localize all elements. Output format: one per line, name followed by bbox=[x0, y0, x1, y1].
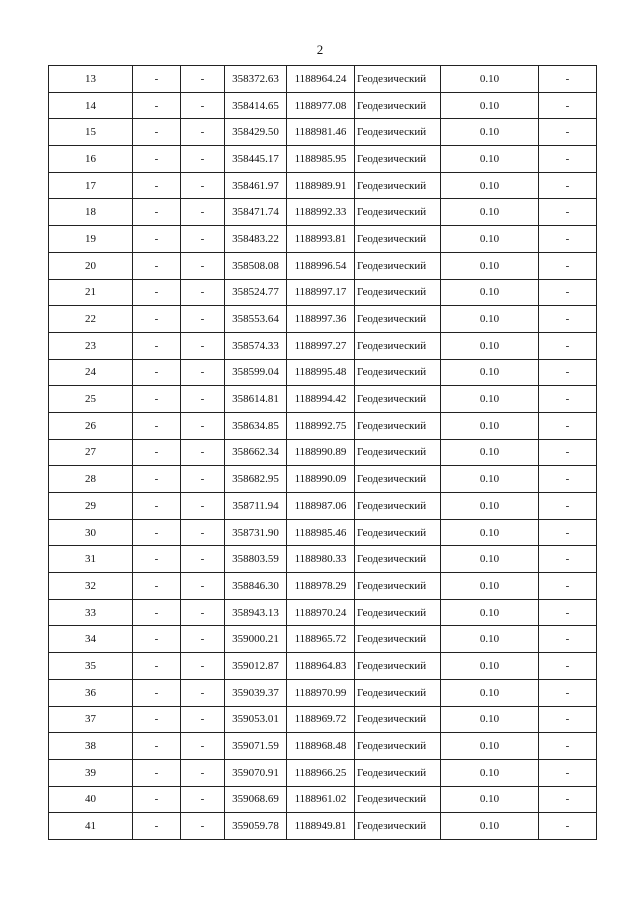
point-number-cell: 27 bbox=[49, 439, 133, 466]
method-cell: Геодезический bbox=[355, 759, 441, 786]
description-cell: - bbox=[539, 493, 597, 520]
old-x-cell: - bbox=[133, 733, 181, 760]
table-row bbox=[49, 199, 597, 226]
old-x-cell: - bbox=[133, 119, 181, 146]
x-coordinate-cell: 358599.04 bbox=[225, 359, 287, 386]
point-number-cell: 17 bbox=[49, 172, 133, 199]
method-cell: Геодезический bbox=[355, 573, 441, 600]
x-coordinate-cell: 358461.97 bbox=[225, 172, 287, 199]
x-coordinate-cell: 358662.34 bbox=[225, 439, 287, 466]
description-cell: - bbox=[539, 226, 597, 253]
method-cell: Геодезический bbox=[355, 359, 441, 386]
x-coordinate-cell: 358731.90 bbox=[225, 519, 287, 546]
point-number-cell: 37 bbox=[49, 706, 133, 733]
old-y-cell: - bbox=[181, 439, 225, 466]
old-y-cell: - bbox=[181, 332, 225, 359]
y-coordinate-cell: 1188965.72 bbox=[287, 626, 355, 653]
old-y-cell: - bbox=[181, 466, 225, 493]
table-row bbox=[49, 92, 597, 119]
point-number-cell: 15 bbox=[49, 119, 133, 146]
y-coordinate-cell: 1188977.08 bbox=[287, 92, 355, 119]
accuracy-cell: 0.10 bbox=[441, 332, 539, 359]
x-coordinate-cell: 359000.21 bbox=[225, 626, 287, 653]
point-number-cell: 20 bbox=[49, 252, 133, 279]
x-coordinate-cell: 358634.85 bbox=[225, 412, 287, 439]
old-x-cell: - bbox=[133, 252, 181, 279]
old-x-cell: - bbox=[133, 813, 181, 840]
method-cell: Геодезический bbox=[355, 119, 441, 146]
old-y-cell: - bbox=[181, 119, 225, 146]
table-row bbox=[49, 546, 597, 573]
old-x-cell: - bbox=[133, 786, 181, 813]
accuracy-cell: 0.10 bbox=[441, 519, 539, 546]
accuracy-cell: 0.10 bbox=[441, 786, 539, 813]
old-x-cell: - bbox=[133, 146, 181, 173]
accuracy-cell: 0.10 bbox=[441, 279, 539, 306]
method-cell: Геодезический bbox=[355, 332, 441, 359]
method-cell: Геодезический bbox=[355, 599, 441, 626]
y-coordinate-cell: 1188949.81 bbox=[287, 813, 355, 840]
y-coordinate-cell: 1188985.46 bbox=[287, 519, 355, 546]
accuracy-cell: 0.10 bbox=[441, 412, 539, 439]
description-cell: - bbox=[539, 332, 597, 359]
point-number-cell: 23 bbox=[49, 332, 133, 359]
method-cell: Геодезический bbox=[355, 653, 441, 680]
y-coordinate-cell: 1188994.42 bbox=[287, 386, 355, 413]
old-y-cell: - bbox=[181, 573, 225, 600]
accuracy-cell: 0.10 bbox=[441, 66, 539, 93]
y-coordinate-cell: 1188990.89 bbox=[287, 439, 355, 466]
method-cell: Геодезический bbox=[355, 306, 441, 333]
table-row bbox=[49, 706, 597, 733]
point-number-cell: 40 bbox=[49, 786, 133, 813]
table-row bbox=[49, 306, 597, 333]
description-cell: - bbox=[539, 412, 597, 439]
method-cell: Геодезический bbox=[355, 412, 441, 439]
description-cell: - bbox=[539, 786, 597, 813]
old-x-cell: - bbox=[133, 66, 181, 93]
x-coordinate-cell: 359039.37 bbox=[225, 679, 287, 706]
description-cell: - bbox=[539, 386, 597, 413]
old-y-cell: - bbox=[181, 599, 225, 626]
description-cell: - bbox=[539, 199, 597, 226]
old-y-cell: - bbox=[181, 412, 225, 439]
y-coordinate-cell: 1188969.72 bbox=[287, 706, 355, 733]
accuracy-cell: 0.10 bbox=[441, 386, 539, 413]
description-cell: - bbox=[539, 172, 597, 199]
point-number-cell: 31 bbox=[49, 546, 133, 573]
method-cell: Геодезический bbox=[355, 226, 441, 253]
x-coordinate-cell: 358553.64 bbox=[225, 306, 287, 333]
method-cell: Геодезический bbox=[355, 66, 441, 93]
x-coordinate-cell: 359070.91 bbox=[225, 759, 287, 786]
accuracy-cell: 0.10 bbox=[441, 759, 539, 786]
accuracy-cell: 0.10 bbox=[441, 466, 539, 493]
point-number-cell: 16 bbox=[49, 146, 133, 173]
y-coordinate-cell: 1188993.81 bbox=[287, 226, 355, 253]
old-y-cell: - bbox=[181, 386, 225, 413]
description-cell: - bbox=[539, 119, 597, 146]
old-y-cell: - bbox=[181, 146, 225, 173]
table-row bbox=[49, 759, 597, 786]
description-cell: - bbox=[539, 306, 597, 333]
old-y-cell: - bbox=[181, 546, 225, 573]
coordinates-table bbox=[48, 65, 597, 840]
point-number-cell: 35 bbox=[49, 653, 133, 680]
y-coordinate-cell: 1188996.54 bbox=[287, 252, 355, 279]
old-y-cell: - bbox=[181, 226, 225, 253]
y-coordinate-cell: 1188992.33 bbox=[287, 199, 355, 226]
description-cell: - bbox=[539, 706, 597, 733]
point-number-cell: 32 bbox=[49, 573, 133, 600]
point-number-cell: 29 bbox=[49, 493, 133, 520]
old-y-cell: - bbox=[181, 493, 225, 520]
accuracy-cell: 0.10 bbox=[441, 172, 539, 199]
table-row bbox=[49, 519, 597, 546]
y-coordinate-cell: 1188985.95 bbox=[287, 146, 355, 173]
old-x-cell: - bbox=[133, 759, 181, 786]
old-y-cell: - bbox=[181, 786, 225, 813]
old-x-cell: - bbox=[133, 573, 181, 600]
x-coordinate-cell: 359053.01 bbox=[225, 706, 287, 733]
x-coordinate-cell: 358508.08 bbox=[225, 252, 287, 279]
accuracy-cell: 0.10 bbox=[441, 306, 539, 333]
table-row bbox=[49, 332, 597, 359]
old-x-cell: - bbox=[133, 412, 181, 439]
table-row bbox=[49, 626, 597, 653]
description-cell: - bbox=[539, 466, 597, 493]
method-cell: Геодезический bbox=[355, 733, 441, 760]
y-coordinate-cell: 1188981.46 bbox=[287, 119, 355, 146]
old-y-cell: - bbox=[181, 359, 225, 386]
old-y-cell: - bbox=[181, 66, 225, 93]
old-x-cell: - bbox=[133, 626, 181, 653]
old-y-cell: - bbox=[181, 706, 225, 733]
point-number-cell: 30 bbox=[49, 519, 133, 546]
table-row bbox=[49, 786, 597, 813]
accuracy-cell: 0.10 bbox=[441, 359, 539, 386]
table-row bbox=[49, 279, 597, 306]
point-number-cell: 28 bbox=[49, 466, 133, 493]
table-row bbox=[49, 146, 597, 173]
old-x-cell: - bbox=[133, 599, 181, 626]
old-y-cell: - bbox=[181, 519, 225, 546]
table-row bbox=[49, 66, 597, 93]
x-coordinate-cell: 359012.87 bbox=[225, 653, 287, 680]
y-coordinate-cell: 1188978.29 bbox=[287, 573, 355, 600]
method-cell: Геодезический bbox=[355, 519, 441, 546]
method-cell: Геодезический bbox=[355, 493, 441, 520]
accuracy-cell: 0.10 bbox=[441, 546, 539, 573]
y-coordinate-cell: 1188987.06 bbox=[287, 493, 355, 520]
accuracy-cell: 0.10 bbox=[441, 599, 539, 626]
old-x-cell: - bbox=[133, 679, 181, 706]
accuracy-cell: 0.10 bbox=[441, 199, 539, 226]
old-y-cell: - bbox=[181, 653, 225, 680]
accuracy-cell: 0.10 bbox=[441, 733, 539, 760]
old-x-cell: - bbox=[133, 519, 181, 546]
x-coordinate-cell: 359068.69 bbox=[225, 786, 287, 813]
point-number-cell: 14 bbox=[49, 92, 133, 119]
old-x-cell: - bbox=[133, 92, 181, 119]
table-row bbox=[49, 599, 597, 626]
point-number-cell: 18 bbox=[49, 199, 133, 226]
x-coordinate-cell: 359059.78 bbox=[225, 813, 287, 840]
table-row bbox=[49, 466, 597, 493]
old-y-cell: - bbox=[181, 626, 225, 653]
point-number-cell: 33 bbox=[49, 599, 133, 626]
old-x-cell: - bbox=[133, 332, 181, 359]
accuracy-cell: 0.10 bbox=[441, 626, 539, 653]
old-x-cell: - bbox=[133, 279, 181, 306]
point-number-cell: 25 bbox=[49, 386, 133, 413]
y-coordinate-cell: 1188964.24 bbox=[287, 66, 355, 93]
point-number-cell: 36 bbox=[49, 679, 133, 706]
old-y-cell: - bbox=[181, 172, 225, 199]
description-cell: - bbox=[539, 252, 597, 279]
y-coordinate-cell: 1188968.48 bbox=[287, 733, 355, 760]
accuracy-cell: 0.10 bbox=[441, 706, 539, 733]
old-y-cell: - bbox=[181, 679, 225, 706]
x-coordinate-cell: 358574.33 bbox=[225, 332, 287, 359]
method-cell: Геодезический bbox=[355, 146, 441, 173]
description-cell: - bbox=[539, 439, 597, 466]
y-coordinate-cell: 1188990.09 bbox=[287, 466, 355, 493]
description-cell: - bbox=[539, 573, 597, 600]
old-y-cell: - bbox=[181, 279, 225, 306]
old-x-cell: - bbox=[133, 386, 181, 413]
y-coordinate-cell: 1188970.99 bbox=[287, 679, 355, 706]
point-number-cell: 41 bbox=[49, 813, 133, 840]
old-y-cell: - bbox=[181, 306, 225, 333]
x-coordinate-cell: 358429.50 bbox=[225, 119, 287, 146]
x-coordinate-cell: 358943.13 bbox=[225, 599, 287, 626]
accuracy-cell: 0.10 bbox=[441, 252, 539, 279]
x-coordinate-cell: 358372.63 bbox=[225, 66, 287, 93]
y-coordinate-cell: 1188992.75 bbox=[287, 412, 355, 439]
y-coordinate-cell: 1188966.25 bbox=[287, 759, 355, 786]
description-cell: - bbox=[539, 733, 597, 760]
x-coordinate-cell: 359071.59 bbox=[225, 733, 287, 760]
coordinates-table-body bbox=[49, 66, 597, 840]
method-cell: Геодезический bbox=[355, 279, 441, 306]
table-row bbox=[49, 412, 597, 439]
method-cell: Геодезический bbox=[355, 172, 441, 199]
method-cell: Геодезический bbox=[355, 466, 441, 493]
x-coordinate-cell: 358483.22 bbox=[225, 226, 287, 253]
x-coordinate-cell: 358445.17 bbox=[225, 146, 287, 173]
old-x-cell: - bbox=[133, 172, 181, 199]
point-number-cell: 34 bbox=[49, 626, 133, 653]
old-x-cell: - bbox=[133, 439, 181, 466]
description-cell: - bbox=[539, 519, 597, 546]
accuracy-cell: 0.10 bbox=[441, 92, 539, 119]
table-row bbox=[49, 172, 597, 199]
table-row bbox=[49, 386, 597, 413]
point-number-cell: 22 bbox=[49, 306, 133, 333]
old-y-cell: - bbox=[181, 92, 225, 119]
old-y-cell: - bbox=[181, 733, 225, 760]
old-x-cell: - bbox=[133, 546, 181, 573]
accuracy-cell: 0.10 bbox=[441, 493, 539, 520]
old-y-cell: - bbox=[181, 759, 225, 786]
method-cell: Геодезический bbox=[355, 706, 441, 733]
accuracy-cell: 0.10 bbox=[441, 146, 539, 173]
description-cell: - bbox=[539, 92, 597, 119]
y-coordinate-cell: 1188997.36 bbox=[287, 306, 355, 333]
accuracy-cell: 0.10 bbox=[441, 573, 539, 600]
point-number-cell: 24 bbox=[49, 359, 133, 386]
y-coordinate-cell: 1188989.91 bbox=[287, 172, 355, 199]
point-number-cell: 26 bbox=[49, 412, 133, 439]
method-cell: Геодезический bbox=[355, 786, 441, 813]
point-number-cell: 19 bbox=[49, 226, 133, 253]
point-number-cell: 13 bbox=[49, 66, 133, 93]
table-row bbox=[49, 252, 597, 279]
description-cell: - bbox=[539, 279, 597, 306]
old-x-cell: - bbox=[133, 493, 181, 520]
method-cell: Геодезический bbox=[355, 626, 441, 653]
point-number-cell: 38 bbox=[49, 733, 133, 760]
accuracy-cell: 0.10 bbox=[441, 813, 539, 840]
table-row bbox=[49, 653, 597, 680]
old-y-cell: - bbox=[181, 252, 225, 279]
table-row bbox=[49, 226, 597, 253]
old-x-cell: - bbox=[133, 466, 181, 493]
table-row bbox=[49, 679, 597, 706]
table-row bbox=[49, 119, 597, 146]
x-coordinate-cell: 358471.74 bbox=[225, 199, 287, 226]
description-cell: - bbox=[539, 813, 597, 840]
y-coordinate-cell: 1188961.02 bbox=[287, 786, 355, 813]
table-row bbox=[49, 439, 597, 466]
accuracy-cell: 0.10 bbox=[441, 226, 539, 253]
page-number: 2 bbox=[316, 42, 324, 57]
description-cell: - bbox=[539, 599, 597, 626]
old-y-cell: - bbox=[181, 199, 225, 226]
method-cell: Геодезический bbox=[355, 386, 441, 413]
point-number-cell: 21 bbox=[49, 279, 133, 306]
method-cell: Геодезический bbox=[355, 679, 441, 706]
x-coordinate-cell: 358614.81 bbox=[225, 386, 287, 413]
description-cell: - bbox=[539, 653, 597, 680]
y-coordinate-cell: 1188970.24 bbox=[287, 599, 355, 626]
x-coordinate-cell: 358803.59 bbox=[225, 546, 287, 573]
accuracy-cell: 0.10 bbox=[441, 679, 539, 706]
table-row bbox=[49, 813, 597, 840]
old-x-cell: - bbox=[133, 653, 181, 680]
accuracy-cell: 0.10 bbox=[441, 653, 539, 680]
method-cell: Геодезический bbox=[355, 92, 441, 119]
description-cell: - bbox=[539, 546, 597, 573]
table-row bbox=[49, 573, 597, 600]
description-cell: - bbox=[539, 679, 597, 706]
x-coordinate-cell: 358524.77 bbox=[225, 279, 287, 306]
table-row bbox=[49, 359, 597, 386]
method-cell: Геодезический bbox=[355, 199, 441, 226]
old-x-cell: - bbox=[133, 359, 181, 386]
y-coordinate-cell: 1188980.33 bbox=[287, 546, 355, 573]
x-coordinate-cell: 358414.65 bbox=[225, 92, 287, 119]
x-coordinate-cell: 358711.94 bbox=[225, 493, 287, 520]
old-x-cell: - bbox=[133, 306, 181, 333]
old-x-cell: - bbox=[133, 226, 181, 253]
y-coordinate-cell: 1188997.27 bbox=[287, 332, 355, 359]
description-cell: - bbox=[539, 359, 597, 386]
old-y-cell: - bbox=[181, 813, 225, 840]
point-number-cell: 39 bbox=[49, 759, 133, 786]
old-x-cell: - bbox=[133, 199, 181, 226]
method-cell: Геодезический bbox=[355, 439, 441, 466]
description-cell: - bbox=[539, 66, 597, 93]
description-cell: - bbox=[539, 626, 597, 653]
method-cell: Геодезический bbox=[355, 546, 441, 573]
method-cell: Геодезический bbox=[355, 252, 441, 279]
y-coordinate-cell: 1188995.48 bbox=[287, 359, 355, 386]
description-cell: - bbox=[539, 146, 597, 173]
method-cell: Геодезический bbox=[355, 813, 441, 840]
x-coordinate-cell: 358682.95 bbox=[225, 466, 287, 493]
y-coordinate-cell: 1188997.17 bbox=[287, 279, 355, 306]
y-coordinate-cell: 1188964.83 bbox=[287, 653, 355, 680]
accuracy-cell: 0.10 bbox=[441, 439, 539, 466]
old-x-cell: - bbox=[133, 706, 181, 733]
table-row bbox=[49, 733, 597, 760]
table-row bbox=[49, 493, 597, 520]
description-cell: - bbox=[539, 759, 597, 786]
x-coordinate-cell: 358846.30 bbox=[225, 573, 287, 600]
accuracy-cell: 0.10 bbox=[441, 119, 539, 146]
